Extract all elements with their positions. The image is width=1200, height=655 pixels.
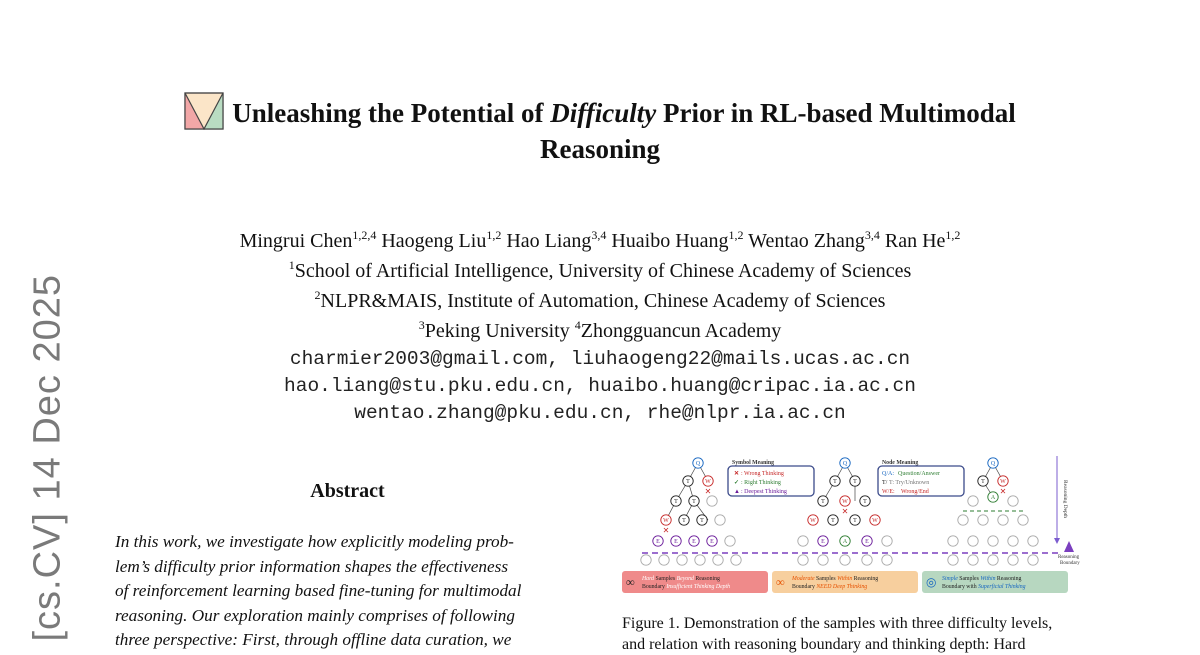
tree-node <box>998 476 1008 486</box>
tree-node <box>978 476 988 486</box>
symbol-legend-item: : Wrong Thinking <box>741 471 784 477</box>
tree-node <box>1018 515 1028 525</box>
tree-node <box>1008 536 1018 546</box>
check-icon: ✓ <box>734 480 740 486</box>
depth-axis-label: Reasoning Depth <box>1062 480 1068 519</box>
tree-node <box>1028 536 1038 546</box>
wrong-mark-icon: ✕ <box>841 507 849 516</box>
tree-node <box>798 536 808 546</box>
node-legend-label: T/ <box>882 480 888 486</box>
tree-node <box>840 496 850 506</box>
panel-keyword: Moderate <box>792 576 815 582</box>
svg-text:W: W <box>810 518 816 525</box>
svg-text:W: W <box>705 479 711 486</box>
tree-node <box>715 515 725 525</box>
tree-node <box>840 555 850 565</box>
panel-text: Samples <box>814 576 838 582</box>
svg-text:E: E <box>674 539 678 546</box>
email-line[interactable]: charmier2003@gmail.com, liuhaogeng22@mails.ucas.ac.cn <box>289 348 911 370</box>
panel-text-line-1 <box>942 576 1021 582</box>
affiliation-text: Zhongguancun Academy <box>580 320 782 342</box>
abstract-text <box>115 530 580 653</box>
tree-node <box>818 555 828 565</box>
tree-node <box>671 496 681 506</box>
tree-node <box>689 536 699 546</box>
tree-node <box>653 536 663 546</box>
tree-node <box>830 476 840 486</box>
tree-node <box>661 515 671 525</box>
author-affiliation: 1,2 <box>945 228 961 242</box>
tree-node <box>882 555 892 565</box>
abstract-line: reasoning. Our exploration mainly comprises of following <box>115 605 515 625</box>
tree-node <box>818 536 828 546</box>
author-list <box>100 226 1100 256</box>
wrong-icon: ✕ <box>734 471 740 477</box>
tree-node <box>988 492 998 502</box>
panel-text: Reasoning <box>693 576 720 582</box>
boundary-label-2: Boundary <box>1060 561 1080 566</box>
svg-text:W: W <box>663 518 669 525</box>
infinity-icon: ∞ <box>776 575 785 589</box>
tree-node <box>679 515 689 525</box>
author-affiliation: 1,2 <box>728 228 744 242</box>
svg-text:W: W <box>872 518 878 525</box>
symbol-legend-item: : Right Thinking <box>741 480 781 486</box>
email-line[interactable]: hao.liang@stu.pku.edu.cn, huaibo.huang@cripac.ia.ac.cn <box>284 375 916 397</box>
author-name: Hao Liang <box>506 230 592 252</box>
svg-text:T: T <box>853 479 857 486</box>
tree-node <box>840 458 850 468</box>
figure-caption <box>622 613 1097 655</box>
panel-text: Reasoning <box>995 576 1022 582</box>
node-legend-label: W/E: <box>882 489 895 495</box>
paper-title <box>150 92 1050 167</box>
tree-node <box>968 536 978 546</box>
panel-keyword: NEED Deep Thinking <box>816 584 868 590</box>
tree-node <box>659 555 669 565</box>
tree-node <box>798 555 808 565</box>
author-name: Wentao Zhang <box>748 230 865 252</box>
svg-text:A: A <box>842 539 848 546</box>
wrong-mark-icon: ✕ <box>704 487 712 496</box>
tree-node <box>1028 555 1038 565</box>
title-emphasis: Difficulty <box>550 98 657 128</box>
svg-text:W: W <box>842 499 848 506</box>
arxiv-stamp-text: [cs.CV] 14 Dec 2025 <box>26 273 69 642</box>
tree-node <box>713 555 723 565</box>
title-line-1 <box>150 92 1050 131</box>
abstract-heading: Abstract <box>310 480 385 502</box>
wrong-mark-icon: ✕ <box>662 526 670 535</box>
symbol-legend-item: : Deepest Thinking <box>741 489 787 495</box>
panel-keyword: Beyond <box>676 576 694 582</box>
affiliation-number: 1 <box>288 258 295 272</box>
tree-node <box>978 515 988 525</box>
tree-node <box>697 515 707 525</box>
affiliation-number: 2 <box>314 288 321 302</box>
tree-node <box>968 496 978 506</box>
triangle-icon: ▲ <box>734 489 740 495</box>
tree-node <box>958 515 968 525</box>
affiliation-line <box>100 286 1100 316</box>
author-name: Ran He <box>884 230 946 252</box>
svg-text:E: E <box>821 539 825 546</box>
panel-text-line-1 <box>791 576 878 582</box>
boundary-triangle-icon <box>1064 541 1074 552</box>
author-block <box>100 226 1100 427</box>
caption-line: and relation with reasoning boundary and thinking depth: Hard <box>622 636 1026 653</box>
tree-node <box>948 555 958 565</box>
abstract-line: lem’s difficulty prior information shapes the effectiveness <box>115 556 509 576</box>
tree-node <box>968 555 978 565</box>
node-legend-item: Question/Answer <box>898 471 940 477</box>
panel-keyword: Hard <box>642 576 655 582</box>
tree-node <box>1008 496 1018 506</box>
tree-node <box>862 555 872 565</box>
depth-axis-arrow <box>1054 538 1060 544</box>
tree-node <box>818 496 828 506</box>
node-legend <box>878 460 964 496</box>
svg-text:T: T <box>863 499 867 506</box>
author-name: Haogeng Liu <box>381 230 487 252</box>
panel-keyword: Superficial Thinking <box>978 584 1026 590</box>
infinity-icon: ∞ <box>626 575 635 589</box>
tree-node <box>850 515 860 525</box>
panel-text-line-1 <box>641 576 720 582</box>
svg-text:T: T <box>700 518 704 525</box>
svg-text:T: T <box>686 479 690 486</box>
abstract-line: three perspective: First, through offline data curation, we <box>115 630 512 649</box>
email-list <box>100 346 1100 427</box>
svg-text:E: E <box>865 539 869 546</box>
svg-text:T: T <box>831 518 835 525</box>
node-legend-label: Q/A: <box>882 471 894 477</box>
caption-line: Figure 1. Demonstration of the samples with three difficulty levels, <box>622 615 1053 632</box>
svg-text:A: A <box>990 495 996 502</box>
svg-text:Q: Q <box>695 461 701 468</box>
affiliation-number: 3 <box>418 318 425 332</box>
tree-node <box>695 555 705 565</box>
tree-node <box>689 496 699 506</box>
abstract-line: of reinforcement learning based fine-tuning for multimodal <box>115 581 522 600</box>
affiliation-text: Peking University <box>424 320 575 342</box>
tree-node <box>693 458 703 468</box>
svg-text:T: T <box>853 518 857 525</box>
author-name: Mingrui Chen <box>239 230 353 252</box>
svg-text:T: T <box>682 518 686 525</box>
panel-keyword: Insufficient Thinking Depth <box>666 584 731 590</box>
simple-samples-panel <box>922 571 1068 593</box>
triangle-logo-icon <box>184 92 224 130</box>
target-icon: ◎ <box>926 575 937 589</box>
panel-text: Samples <box>654 576 677 582</box>
tree-node <box>998 515 1008 525</box>
affiliation-line <box>100 256 1100 286</box>
svg-text:W: W <box>1000 479 1006 486</box>
panel-text-line-2 <box>942 583 1026 590</box>
title-part2: Prior in RL-based Multimodal <box>656 98 1016 128</box>
figure-1-diagram <box>620 452 1090 598</box>
tree-node <box>641 555 651 565</box>
author-affiliation: 3,4 <box>864 228 880 242</box>
tree-node <box>808 515 818 525</box>
svg-text:E: E <box>710 539 714 546</box>
tree-node <box>862 536 872 546</box>
svg-text:T: T <box>981 479 985 486</box>
tree-node <box>948 536 958 546</box>
author-affiliation: 1,2 <box>486 228 502 242</box>
tree-node <box>671 536 681 546</box>
svg-text:T: T <box>833 479 837 486</box>
title-line-2: Reasoning <box>539 134 661 164</box>
tree-node <box>850 476 860 486</box>
author-affiliation: 3,4 <box>591 228 607 242</box>
tree-node <box>707 536 717 546</box>
node-legend-item: Wrong/End <box>901 489 929 495</box>
abstract-line: In this work, we investigate how explicitly modeling prob- <box>115 532 514 551</box>
symbol-legend <box>728 460 814 496</box>
tree-node <box>870 515 880 525</box>
moderate-samples-panel <box>772 571 918 593</box>
affiliation-line <box>100 316 1100 346</box>
difficulty-panels <box>622 571 1068 593</box>
tree-node <box>707 496 717 506</box>
wrong-mark-icon: ✕ <box>999 487 1007 496</box>
svg-text:E: E <box>692 539 696 546</box>
svg-text:T: T <box>674 499 678 506</box>
tree-node <box>828 515 838 525</box>
tree-node <box>988 458 998 468</box>
panel-text: Boundary with <box>942 584 979 590</box>
svg-text:Q: Q <box>990 461 996 468</box>
tree-node <box>882 536 892 546</box>
tree-node <box>840 536 850 546</box>
tree-node <box>677 555 687 565</box>
affiliation-text: School of Artificial Intelligence, University of Chinese Academy of Sciences <box>294 260 912 282</box>
tree-node <box>988 555 998 565</box>
tree-node <box>703 476 713 486</box>
hard-samples-panel <box>622 571 768 593</box>
tree-node <box>731 555 741 565</box>
tree-node <box>683 476 693 486</box>
svg-text:E: E <box>656 539 660 546</box>
panel-text: Reasoning <box>852 576 879 582</box>
symbol-legend-title: Symbol Meaning <box>732 460 775 466</box>
svg-text:T: T <box>821 499 825 506</box>
panel-text-line-2 <box>642 583 730 590</box>
panel-keyword: Within <box>837 576 853 582</box>
panel-text: Boundary <box>642 584 667 590</box>
email-line[interactable]: wentao.zhang@pku.edu.cn, rhe@nlpr.ia.ac.cn <box>354 402 846 424</box>
svg-text:Q: Q <box>842 461 848 468</box>
panel-text: Boundary <box>792 584 817 590</box>
tree-node <box>1008 555 1018 565</box>
panel-text: Samples <box>957 576 981 582</box>
affiliation-number: 4 <box>574 318 581 332</box>
panel-text-line-2 <box>792 584 867 590</box>
node-legend-item: T: Try/Unknown <box>889 480 930 486</box>
panel-keyword: Simple <box>942 576 958 582</box>
tree-node <box>725 536 735 546</box>
tree-node <box>860 496 870 506</box>
panel-keyword: Within <box>980 576 996 582</box>
affiliation-text: NLPR&MAIS, Institute of Automation, Chinese Academy of Sciences <box>320 290 886 312</box>
tree-node <box>988 536 998 546</box>
author-name: Huaibo Huang <box>611 230 729 252</box>
author-affiliation: 1,2,4 <box>352 228 377 242</box>
arxiv-stamp <box>8 273 88 648</box>
svg-text:T: T <box>692 499 696 506</box>
title-part1: Unleashing the Potential of <box>232 98 551 128</box>
boundary-label-1: Reasoning <box>1058 555 1080 560</box>
node-legend-title: Node Meaning <box>882 460 919 466</box>
reasoning-trees <box>641 458 1038 565</box>
